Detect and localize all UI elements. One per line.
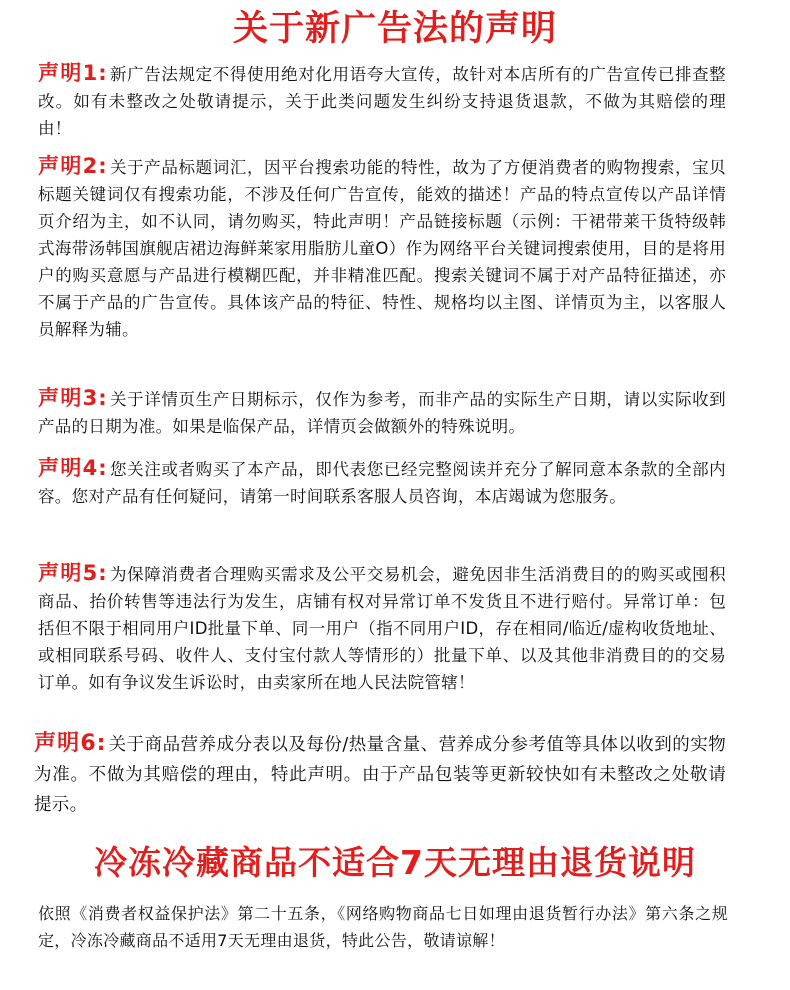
statement-4	[38, 455, 726, 510]
statement-1-text: 新广告法规定不得使用绝对化用语夸大宣传，故针对本店所有的广告宣传已排查整改。如有未整改之处敬请提示，关于此类问题发生纠纷支持退货退款，不做为其赔偿的理由！	[38, 65, 726, 138]
statement-5-label: 声明5:	[38, 561, 108, 585]
statement-2-label: 声明2:	[38, 154, 108, 178]
statement-2	[38, 153, 726, 343]
statement-4-text: 您关注或者购买了本产品，即代表您已经完整阅读并充分了解同意本条款的全部内容。您对产品有任何疑问，请第一时间联系客服人员咨询，本店竭诚为您服务。	[38, 460, 726, 506]
statement-4-label: 声明4:	[38, 456, 108, 480]
statement-1-label: 声明1:	[38, 61, 108, 85]
statement-3-text: 关于详情页生产日期标示，仅作为参考，而非产品的实际生产日期，请以实际收到产品的日期为准。如果是临保产品，详情页会做额外的特殊说明。	[38, 390, 726, 436]
page-title: 关于新广告法的声明	[232, 9, 557, 49]
statement-3-label: 声明3:	[38, 386, 108, 410]
statement-5	[38, 560, 726, 696]
return-policy-title: 冷冻冷藏商品不适合7天无理由退货说明	[94, 843, 696, 882]
statement-6-label: 声明6:	[34, 731, 107, 756]
statement-3	[38, 385, 726, 440]
statement-6	[34, 729, 726, 820]
return-policy-text: 依照《消费者权益保护法》第二十五条，《网络购物商品七日如理由退货暂行办法》第六条之规定，冷冻冷藏商品不适用7天无理由退货，特此公告，敬请谅解！	[38, 904, 728, 950]
statement-1	[38, 60, 726, 142]
statement-6-text: 关于商品营养成分表以及每份/热量含量、营养成分参考值等具体以收到的实物为准。不做为其赔偿的理由，特此声明。由于产品包装等更新较快如有未整改之处敬请提示。	[34, 735, 726, 815]
statement-2-text: 关于产品标题词汇，因平台搜索功能的特性，故为了方便消费者的购物搜索，宝贝标题关键词仅有搜索功能，不涉及任何广告宣传，能效的描述！产品的特点宣传以产品详情页介绍为主，如不认同，请勿购买，特此声明！产品链接标题（示例：干裙带莱干货特级韩式海带汤韩国旗舰店裙边海鲜莱家用脂肪儿童O）作为网络平台关键词搜索使用，目的是将用户的购买意愿与产品进行模糊匹配，并非精准匹配。搜索关键词不属于对产品特征描述，亦不属于产品的广告宣传。具体该产品的特征、特性、规格均以主图、详情页为主，以客服人员解释为辅。	[38, 158, 726, 339]
statement-5-text: 为保障消费者合理购买需求及公平交易机会，避免因非生活消费目的的购买或囤积商品、抬价转售等违法行为发生，店铺有权对异常订单不发货且不进行赔付。异常订单：包括但不限于相同用户ID批量下单、同一用户（指不同用户ID，存在相同/临近/虚构收货地址、或相同联系号码、收件人、支付宝付款人等情形的）批量下单、以及其他非消费目的的交易订单。如有争议发生诉讼时，由卖家所在地人民法院管辖！	[38, 565, 726, 692]
